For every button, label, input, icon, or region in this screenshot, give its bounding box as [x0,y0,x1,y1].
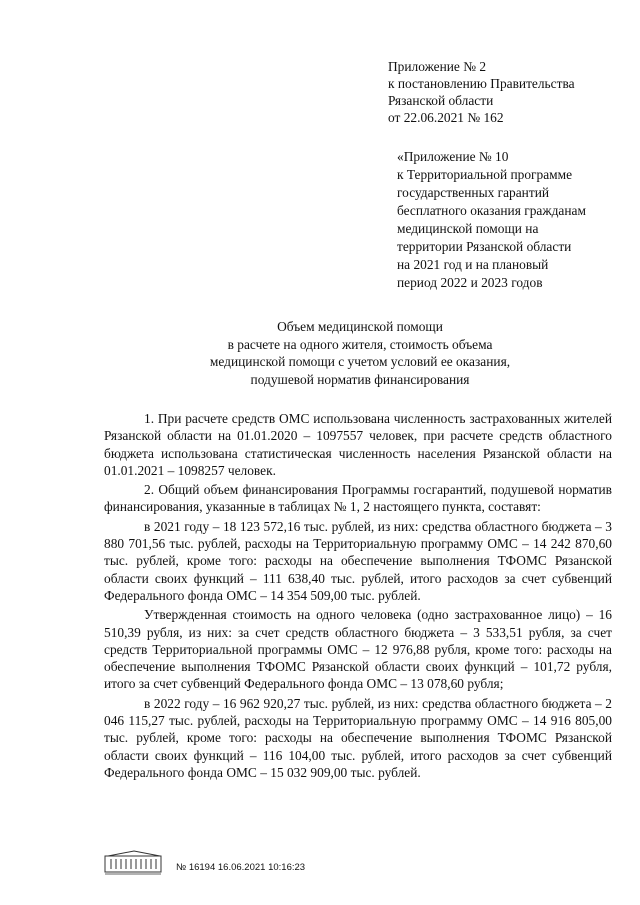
paragraph-per-capita: Утвержденная стоимость на одного человека (одно застрахованное лицо) – 16 510,39 рубля, из них: за счет средств областного бюджета – 3 533,51 рубля, за счет средств Территориальной программы ОМС – 12 976,88 рубля, кроме того: расходы на обеспечение выполнения ТФОМС Рязанской области своих функций – 101,72 рубля, итого за счет субвенций Федерального фонда ОМС – 13 078,60 рубля; [104,607,612,692]
title-line: в расчете на одного жителя, стоимость объема [227,336,493,352]
quoted-appendix-header [397,148,627,292]
registry-stamp-icon [104,850,164,876]
document-footer [104,846,624,882]
appendix-header [388,58,618,126]
paragraph-2021: в 2021 году – 18 123 572,16 тыс. рублей, из них: средства областного бюджета – 3 880 701,56 тыс. рублей, расходы на Территориальную программу ОМС – 14 242 870,60 тыс. рублей, кроме того: расходы на обеспечение выполнения ТФОМС Рязанской области своих функций – 111 638,40 тыс. рублей, итого расходов за счет субвенций Федерального фонда ОМС – 14 354 509,00 тыс. рублей. [104,518,612,603]
quoted-appendix-line: «Приложение № 10 [397,149,509,164]
document-body [104,410,612,781]
quoted-appendix-line: к Территориальной программе [397,167,573,182]
appendix-ref-line: к постановлению Правительства [388,76,575,91]
quoted-appendix-line: территории Рязанской области [397,239,572,254]
paragraph-population: 1. При расчете средств ОМС использована численность застрахованных жителей Рязанской области на 01.01.2020 – 1097557 человек, при расчете средств областного бюджета использована статистическая численность населения Рязанской области на 01.01.2021 – 1098257 человек. [104,411,612,478]
appendix-ref-line: Рязанской области [388,93,494,108]
quoted-appendix-line: период 2022 и 2023 годов [397,275,543,290]
title-line: подушевой норматив финансирования [250,371,470,387]
quoted-appendix-line: бесплатного оказания гражданам [397,203,586,218]
document-title [100,318,620,388]
quoted-appendix-line: медицинской помощи на [397,221,539,236]
appendix-date-number: от 22.06.2021 № 162 [388,110,504,125]
title-line: медицинской помощи с учетом условий ее оказания, [209,354,511,369]
registration-number: № 16194 16.06.2021 10:16:23 [176,862,306,873]
quoted-appendix-line: на 2021 год и на плановый [397,257,549,272]
paragraph-2022: в 2022 году – 16 962 920,27 тыс. рублей, из них: средства областного бюджета – 2 046 115,27 тыс. рублей, расходы на Территориальную программу ОМС – 14 916 805,00 тыс. рублей, кроме того: расходы на обеспечение выполнения ТФОМС Рязанской области своих функций – 116 104,00 тыс. рублей, итого расходов за счет субвенций Федерального фонда ОМС – 15 032 909,00 тыс. рублей. [104,695,612,780]
title-line: Объем медицинской помощи [277,319,443,334]
paragraph-total-financing: 2. Общий объем финансирования Программы госгарантий, подушевой норматив финансирования, указанные в таблицах № 1, 2 настоящего пункта, составят: [104,482,612,515]
quoted-appendix-line: государственных гарантий [397,185,550,200]
appendix-number: Приложение № 2 [388,59,487,74]
